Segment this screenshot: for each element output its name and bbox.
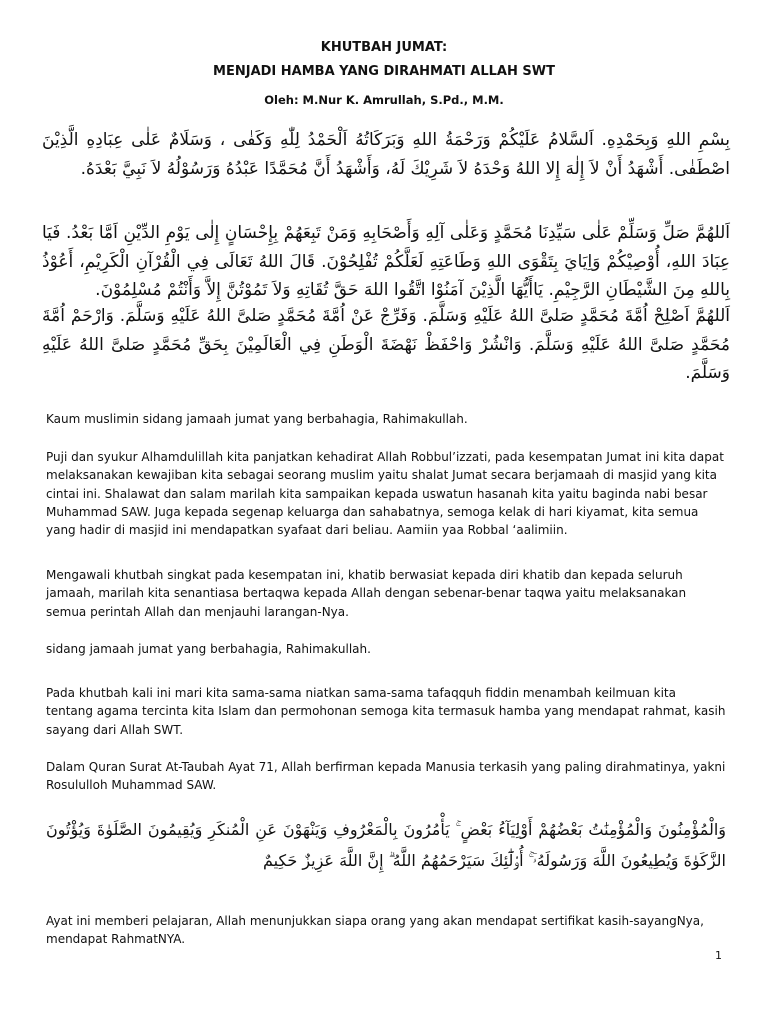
document-author: Oleh: M.Nur K. Amrullah, S.Pd., M.M. bbox=[264, 93, 504, 107]
arabic-opening-block-3: اَللهُمَّ اَصْلِحْ اُمَّةَ مُحَمَّدٍ صَلىَّ اللهُ عَلَيْهِ وَسَلَّمَ. وَفَرِّجْ عَنْ اُمَّةَ مُحَمَّدٍ صَلىَّ اللهُ عَلَيْهِ وَسَلَّمَ. وَارْحَمْ اُمَّةَ مُحَمَّدٍ صَلىَّ اللهُ عَلَيْهِ وَسَلَّمَ. وَانْشُرْ وَاحْفَظْ نَهْضَةَ الْوَطَنِ فِي الْعَالَمِيْنَ بِحَقِّ مُحَمَّدٍ صَلىَّ اللهُ عَلَيْهِ وَسَلَّمَ. bbox=[42, 306, 730, 383]
arabic-opening-block-2: اَللهُمَّ صَلِّ وَسَلِّمْ عَلٰى سَيِّدِنَا مُحَمَّدٍ وَعَلٰى آلِهِ وَأَصْحَابِهِ وَمَنْ تَبِعَهُمْ بِإِحْسَانٍ إِلٰى يَوْمِ الدِّيْنِ اَمَّا بَعْدُ. فَيَا عِبَادَ اللهِ، أُوْصِيْكُمْ وَاِيَايَ بِتَقْوَى اللهِ وَطَاعَتِهِ لَعَلَّكُمْ تُفْلِحُوْنَ. قَالَ اللهُ تَعَالَى فِي الْقُرْآنِ الْكَرِيْمِ، أَعُوْذُ بِاللهِ مِنَ الشَّيْطَانِ الرَّجِيْمِ. يَاأَيُّهَا الَّذِيْنَ آمَنُوْا اتَّقُوا اللهَ حَقَّ تُقَاتِهِ وَلاَ تَمُوْتُنَّ إِلاَّ وَأَنْتُمْ مُسْلِمُوْنَ. bbox=[42, 223, 730, 300]
body-paragraph-1: Kaum muslimin sidang jamaah jumat yang berbahagia, Rahimakullah. bbox=[46, 412, 468, 426]
body-paragraph-5: Pada khutbah kali ini mari kita sama-sama niatkan sama-sama tafaqquh fiddin menambah keilmuan kita tentang agama tercinta kita Islam dan permohonan semoga kita termasuk hamba yang mendapat rahmat, kasih sayang dari Allah SWT. bbox=[46, 686, 726, 737]
body-paragraph-4: sidang jamaah jumat yang berbahagia, Rahimakullah. bbox=[46, 642, 371, 656]
document-title: KHUTBAH JUMAT: bbox=[320, 40, 448, 55]
body-paragraph-2: Puji dan syukur Alhamdulillah kita panjatkan kehadirat Allah Robbul’izzati, pada kesempatan Jumat ini kita dapat melaksanakan kewajiban kita sebagai seorang muslim yaitu shalat Jumat secara berjamaah di masjid yang kita cintai ini. Shalawat dan salam marilah kita sampaikan kepada uswatun hasanah kita yaitu baginda nabi besar Muhammad SAW. Juga kepada segenap keluarga dan sahabatnya, semoga kelak di hari kiyamat, kita semua yang hadir di masjid ini mendapatkan syafaat dari beliau. Aamiin yaa Robbal ‘aalimiin. bbox=[46, 450, 724, 538]
page-number: 1 bbox=[715, 949, 722, 962]
body-paragraph-6: Dalam Quran Surat At-Taubah Ayat 71, Allah berfirman kepada Manusia terkasih yang paling dirahmatinya, yakni Rosululloh Muhammad SAW. bbox=[46, 760, 726, 793]
document-subtitle: MENJADI HAMBA YANG DIRAHMATI ALLAH SWT bbox=[213, 64, 555, 79]
body-paragraph-7: Ayat ini memberi pelajaran, Allah menunjukkan siapa orang yang akan mendapat sertifikat kasih-sayangNya, mendapat RahmatNYA. bbox=[46, 914, 704, 947]
arabic-opening-block-1: بِسْمِ اللهِ وَبِحَمْدِهِ. اَلسَّلامُ عَلَيْكُمْ وَرَحْمَةُ اللهِ وَبَرَكَاتُهُ اَلْحَمْدُ لِلّٰهِ وَكَفٰى ، وَسَلَامٌ عَلٰى عِبَادِهِ الَّذِيْنَ اصْطَفٰى. أَشْهَدُ أَنْ لاَ إِلٰهَ إِلا اللهُ وَحْدَهُ لاَ شَرِيْكَ لَهُ، وَأَشْهَدُ أَنَّ مُحَمَّدًا عَبْدُهُ وَرَسُوْلُهُ لاَ نَبِيَّ بَعْدَهُ. bbox=[42, 130, 730, 179]
quran-verse-at-taubah-71: وَالْمُؤْمِنُونَ وَالْمُؤْمِنَٰتُ بَعْضُهُمْ أَوْلِيَآءُ بَعْضٍ ۚ يَأْمُرُونَ بِالْمَعْرُوفِ وَيَنْهَوْنَ عَنِ الْمُنكَرِ وَيُقِيمُونَ الصَّلَوٰةَ وَيُؤْتُونَ الزَّكَوٰةَ وَيُطِيعُونَ اللَّهَ وَرَسُولَهُۥٓ ۚ أُو۟لَٰٓئِكَ سَيَرْحَمُهُمُ اللَّهُ ۗ إِنَّ اللَّهَ عَزِيزٌ حَكِيمٌ bbox=[46, 820, 726, 870]
body-paragraph-3: Mengawali khutbah singkat pada kesempatan ini, khatib berwasiat kepada diri khatib dan kepada seluruh jamaah, marilah kita senantiasa bertaqwa kepada Allah dengan sebenar-benar taqwa yaitu melaksanakan semua perintah Allah dan menjauhi larangan-Nya. bbox=[46, 568, 687, 619]
